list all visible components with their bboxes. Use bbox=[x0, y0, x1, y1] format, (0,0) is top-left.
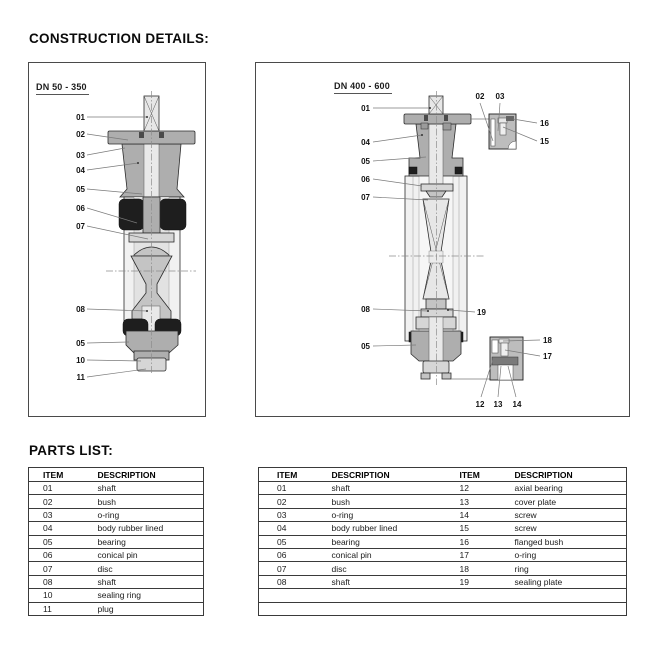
table-cell: 15 bbox=[442, 522, 497, 535]
callout-05: 05 bbox=[76, 185, 85, 194]
table-cell: body rubber lined bbox=[314, 522, 442, 535]
table-cell: 10 bbox=[29, 589, 84, 602]
leader-dot bbox=[427, 310, 429, 312]
table-cell: 05 bbox=[259, 535, 314, 548]
leader-dot bbox=[447, 309, 449, 311]
table-cell: 01 bbox=[29, 482, 84, 495]
leader-dot bbox=[421, 134, 423, 136]
table-row bbox=[29, 508, 204, 521]
table-cell: shaft bbox=[314, 482, 442, 495]
callout-01: 01 bbox=[76, 113, 85, 122]
table-cell: 02 bbox=[29, 495, 84, 508]
table-cell: 08 bbox=[259, 575, 314, 588]
callout-04: 04 bbox=[361, 138, 370, 147]
table-row bbox=[29, 575, 204, 588]
callout-15: 15 bbox=[540, 137, 549, 146]
table-row bbox=[259, 495, 627, 508]
table-row bbox=[259, 548, 627, 561]
construction-details-heading: CONSTRUCTION DETAILS: bbox=[29, 31, 210, 46]
callout-01: 01 bbox=[361, 104, 370, 113]
column-header: DESCRIPTION bbox=[497, 468, 627, 482]
valve-cross-section-dn50-350 bbox=[29, 63, 205, 416]
table-row bbox=[259, 508, 627, 521]
column-header: ITEM bbox=[29, 468, 84, 482]
table-cell: 03 bbox=[259, 508, 314, 521]
table-cell: disc bbox=[314, 562, 442, 575]
table-row bbox=[29, 562, 204, 575]
leader-dot bbox=[137, 162, 139, 164]
table-cell: 03 bbox=[29, 508, 84, 521]
table-cell: body rubber lined bbox=[84, 522, 204, 535]
callout-05: 05 bbox=[361, 157, 370, 166]
table-cell: 12 bbox=[442, 482, 497, 495]
table-cell bbox=[497, 589, 627, 602]
table-cell: o-ring bbox=[84, 508, 204, 521]
callout-05b: 05 bbox=[76, 339, 85, 348]
callout-06: 06 bbox=[361, 175, 370, 184]
range-label-dn400-600: DN 400 - 600 bbox=[334, 81, 392, 94]
diagram-panel-dn400-600 bbox=[255, 62, 630, 417]
column-header: DESCRIPTION bbox=[84, 468, 204, 482]
callout-03: 03 bbox=[76, 151, 85, 160]
table-cell: axial bearing bbox=[497, 482, 627, 495]
table-cell: bearing bbox=[84, 535, 204, 548]
callout-07: 07 bbox=[76, 222, 85, 231]
callout-03: 03 bbox=[495, 92, 505, 101]
table-header-row bbox=[259, 468, 627, 482]
table-row bbox=[259, 535, 627, 548]
table-cell: 11 bbox=[29, 602, 84, 615]
callout-05b: 05 bbox=[361, 342, 370, 351]
table-cell: shaft bbox=[84, 575, 204, 588]
callout-13: 13 bbox=[493, 400, 503, 409]
table-cell: conical pin bbox=[84, 548, 204, 561]
table-cell: cover plate bbox=[497, 495, 627, 508]
table-row bbox=[29, 522, 204, 535]
table-cell bbox=[259, 589, 314, 602]
callout-06: 06 bbox=[76, 204, 85, 213]
column-header: ITEM bbox=[259, 468, 314, 482]
table-cell: ring bbox=[497, 562, 627, 575]
range-label-dn50-350: DN 50 - 350 bbox=[36, 82, 89, 95]
callout-02: 02 bbox=[76, 130, 85, 139]
table-cell bbox=[497, 602, 627, 615]
table-cell: 13 bbox=[442, 495, 497, 508]
table-cell: screw bbox=[497, 508, 627, 521]
table-cell: conical pin bbox=[314, 548, 442, 561]
parts-list-table-right bbox=[258, 467, 627, 616]
parts-list-heading: PARTS LIST: bbox=[29, 443, 114, 458]
callout-19: 19 bbox=[477, 308, 486, 317]
table-cell bbox=[314, 602, 442, 615]
table-row bbox=[259, 482, 627, 495]
table-row bbox=[29, 548, 204, 561]
table-cell: 07 bbox=[29, 562, 84, 575]
table-cell: bearing bbox=[314, 535, 442, 548]
table-cell: o-ring bbox=[314, 508, 442, 521]
callout-17: 17 bbox=[543, 352, 552, 361]
valve-cross-section-dn400-600 bbox=[256, 63, 629, 416]
callout-07: 07 bbox=[361, 193, 370, 202]
column-header: ITEM bbox=[442, 468, 497, 482]
table-cell: 17 bbox=[442, 548, 497, 561]
detail-inset-bottom bbox=[451, 337, 523, 380]
table-cell: 02 bbox=[259, 495, 314, 508]
table-cell: 04 bbox=[29, 522, 84, 535]
table-cell: 01 bbox=[259, 482, 314, 495]
table-cell: bush bbox=[84, 495, 204, 508]
table-cell: 18 bbox=[442, 562, 497, 575]
leader-dot bbox=[146, 310, 148, 312]
table-row bbox=[259, 589, 627, 602]
diagram-panel-dn50-350 bbox=[28, 62, 206, 417]
table-cell: plug bbox=[84, 602, 204, 615]
callout-18: 18 bbox=[543, 336, 552, 345]
leader-dot bbox=[429, 107, 431, 109]
table-cell: 04 bbox=[259, 522, 314, 535]
table-row bbox=[29, 602, 204, 615]
callout-08: 08 bbox=[361, 305, 370, 314]
table-cell: 14 bbox=[442, 508, 497, 521]
column-header: DESCRIPTION bbox=[314, 468, 442, 482]
parts-list-table-left bbox=[28, 467, 204, 616]
table-cell: shaft bbox=[84, 482, 204, 495]
table-cell: 16 bbox=[442, 535, 497, 548]
callout-11: 11 bbox=[76, 373, 85, 382]
table-cell: flanged bush bbox=[497, 535, 627, 548]
table-cell: o-ring bbox=[497, 548, 627, 561]
table-cell bbox=[442, 589, 497, 602]
table-row bbox=[259, 575, 627, 588]
table-row bbox=[29, 589, 204, 602]
table-cell bbox=[314, 589, 442, 602]
callout-08: 08 bbox=[76, 305, 85, 314]
callout-10: 10 bbox=[76, 356, 85, 365]
table-cell bbox=[442, 602, 497, 615]
table-cell: sealing ring bbox=[84, 589, 204, 602]
table-row bbox=[29, 495, 204, 508]
table-cell: disc bbox=[84, 562, 204, 575]
callout-14: 14 bbox=[512, 400, 522, 409]
table-cell: 05 bbox=[29, 535, 84, 548]
callout-16: 16 bbox=[540, 119, 549, 128]
table-row bbox=[259, 522, 627, 535]
callout-12: 12 bbox=[475, 400, 485, 409]
table-cell: 06 bbox=[29, 548, 84, 561]
detail-inset-top bbox=[471, 114, 516, 149]
table-cell: 06 bbox=[259, 548, 314, 561]
callout-04: 04 bbox=[76, 166, 85, 175]
table-row bbox=[259, 562, 627, 575]
valve-shapes bbox=[404, 96, 471, 379]
table-cell: 19 bbox=[442, 575, 497, 588]
table-cell: sealing plate bbox=[497, 575, 627, 588]
table-cell: shaft bbox=[314, 575, 442, 588]
table-cell: 07 bbox=[259, 562, 314, 575]
table-row bbox=[259, 602, 627, 615]
table-row bbox=[29, 535, 204, 548]
table-cell: bush bbox=[314, 495, 442, 508]
leader-dot bbox=[146, 116, 148, 118]
table-cell bbox=[259, 602, 314, 615]
table-row bbox=[29, 482, 204, 495]
table-header-row bbox=[29, 468, 204, 482]
table-cell: 08 bbox=[29, 575, 84, 588]
table-cell: screw bbox=[497, 522, 627, 535]
callout-02: 02 bbox=[475, 92, 485, 101]
